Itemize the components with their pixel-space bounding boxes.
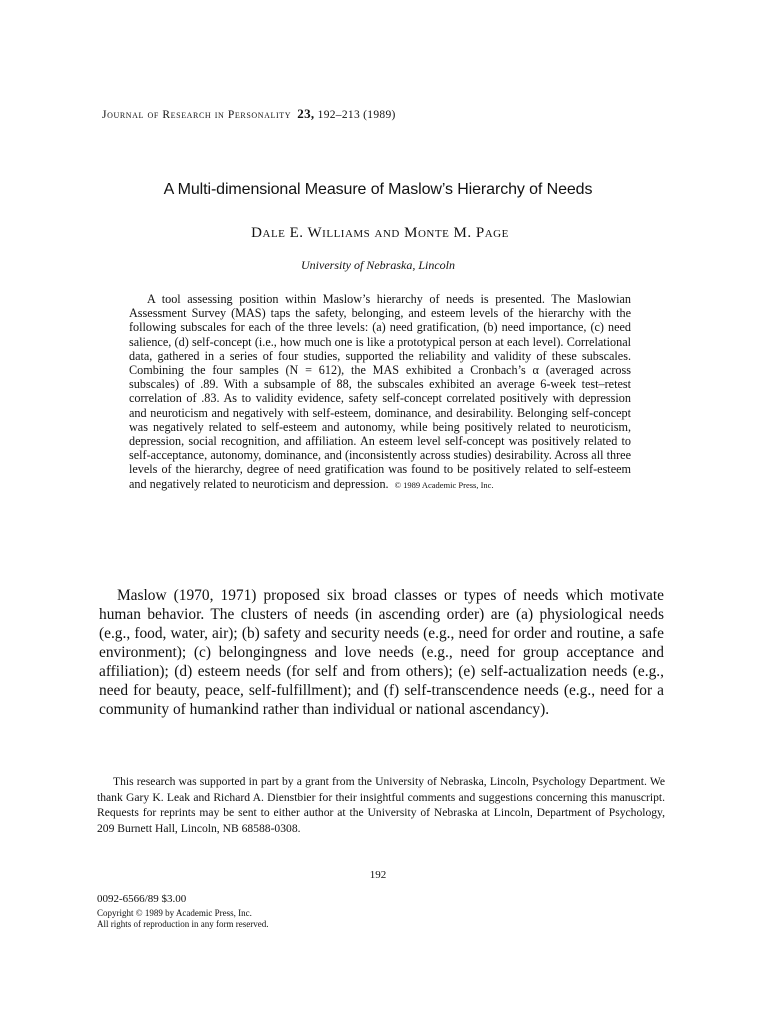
body-paragraph: Maslow (1970, 1971) proposed six broad classes or types of needs which motivate human behavior. The clusters of needs (in ascending order) are (a) physiological needs (e.g., food, water, air); (b) safety and security needs (e.g., need for order and routine, a safe environment); (c) belongingness and love needs (e.g., need for group acceptance and affiliation); (d) esteem needs (for self and from others); (e) self-actualization needs (e.g., need for beauty, peace, self-fulfillment); and (f) self-transcendence needs (e.g., need for a community of humankind rather than individual or national ascendancy). (99, 587, 664, 718)
abstract (129, 292, 631, 492)
journal-name: Journal of Research in Personality (102, 109, 292, 121)
journal-pages-year: 192–213 (1989) (317, 109, 396, 121)
article-authors: Dale E. Williams and Monte M. Page (251, 225, 509, 241)
abstract-copyright: © 1989 Academic Press, Inc. (394, 479, 494, 490)
page-number: 192 (369, 869, 387, 881)
abstract-text: A tool assessing position within Maslow’s hierarchy of needs is presented. The Maslowian Assessment Survey (MAS) taps the safety, belonging, and esteem levels of the hierarchy with the following subscales for each of the three levels: (a) need gratification, (b) need importance, (c) need salience, (d) self-concept (i.e., how much one is like a prototypical person at each level). Correlational data, gathered in a series of four studies, supported the reliability and validity of these subscales. Combining the four samples (N = 612), the MAS exhibited a Cronbach’s α (averaged across subscales) of .89. With a subsample of 88, the subscales exhibited an average 6-week test–retest correlation of .83. As to validity evidence, safety self-concept correlated positively with depression and neuroticism and negatively with self-esteem, dominance, and desirability. Belonging self-concept was negatively related to self-esteem and autonomy, while being positively related to neuroticism, depression, social recognition, and affiliation. An esteem level self-concept was positively related to self-acceptance, autonomy, dominance, and (inconsistently across studies) desirability. Across all three levels of the hierarchy, degree of need gratification was found to be positively related to self-esteem and negatively related to neuroticism and depression. (129, 292, 631, 491)
footer-copyright: Copyright © 1989 by Academic Press, Inc. (97, 908, 252, 918)
author-affiliation: University of Nebraska, Lincoln (301, 258, 455, 272)
acknowledgment-footnote: This research was supported in part by a grant from the University of Nebraska, Lincoln, Psychology Department. We thank Gary K. Leak and Richard A. Dienstbier for their insightful comments and suggestions concerning this manuscript. Requests for reprints may be sent to either author at the University of Nebraska at Lincoln, Department of Psychology, 209 Burnett Hall, Lincoln, NB 68588-0308. (97, 775, 665, 835)
footer-rights: All rights of reproduction in any form reserved. (97, 919, 269, 929)
journal-volume: 23, (297, 106, 315, 121)
journal-header (102, 106, 396, 122)
article-title: A Multi-dimensional Measure of Maslow’s Hierarchy of Needs (163, 181, 593, 198)
issn-price: 0092-6566/89 $3.00 (97, 893, 187, 905)
